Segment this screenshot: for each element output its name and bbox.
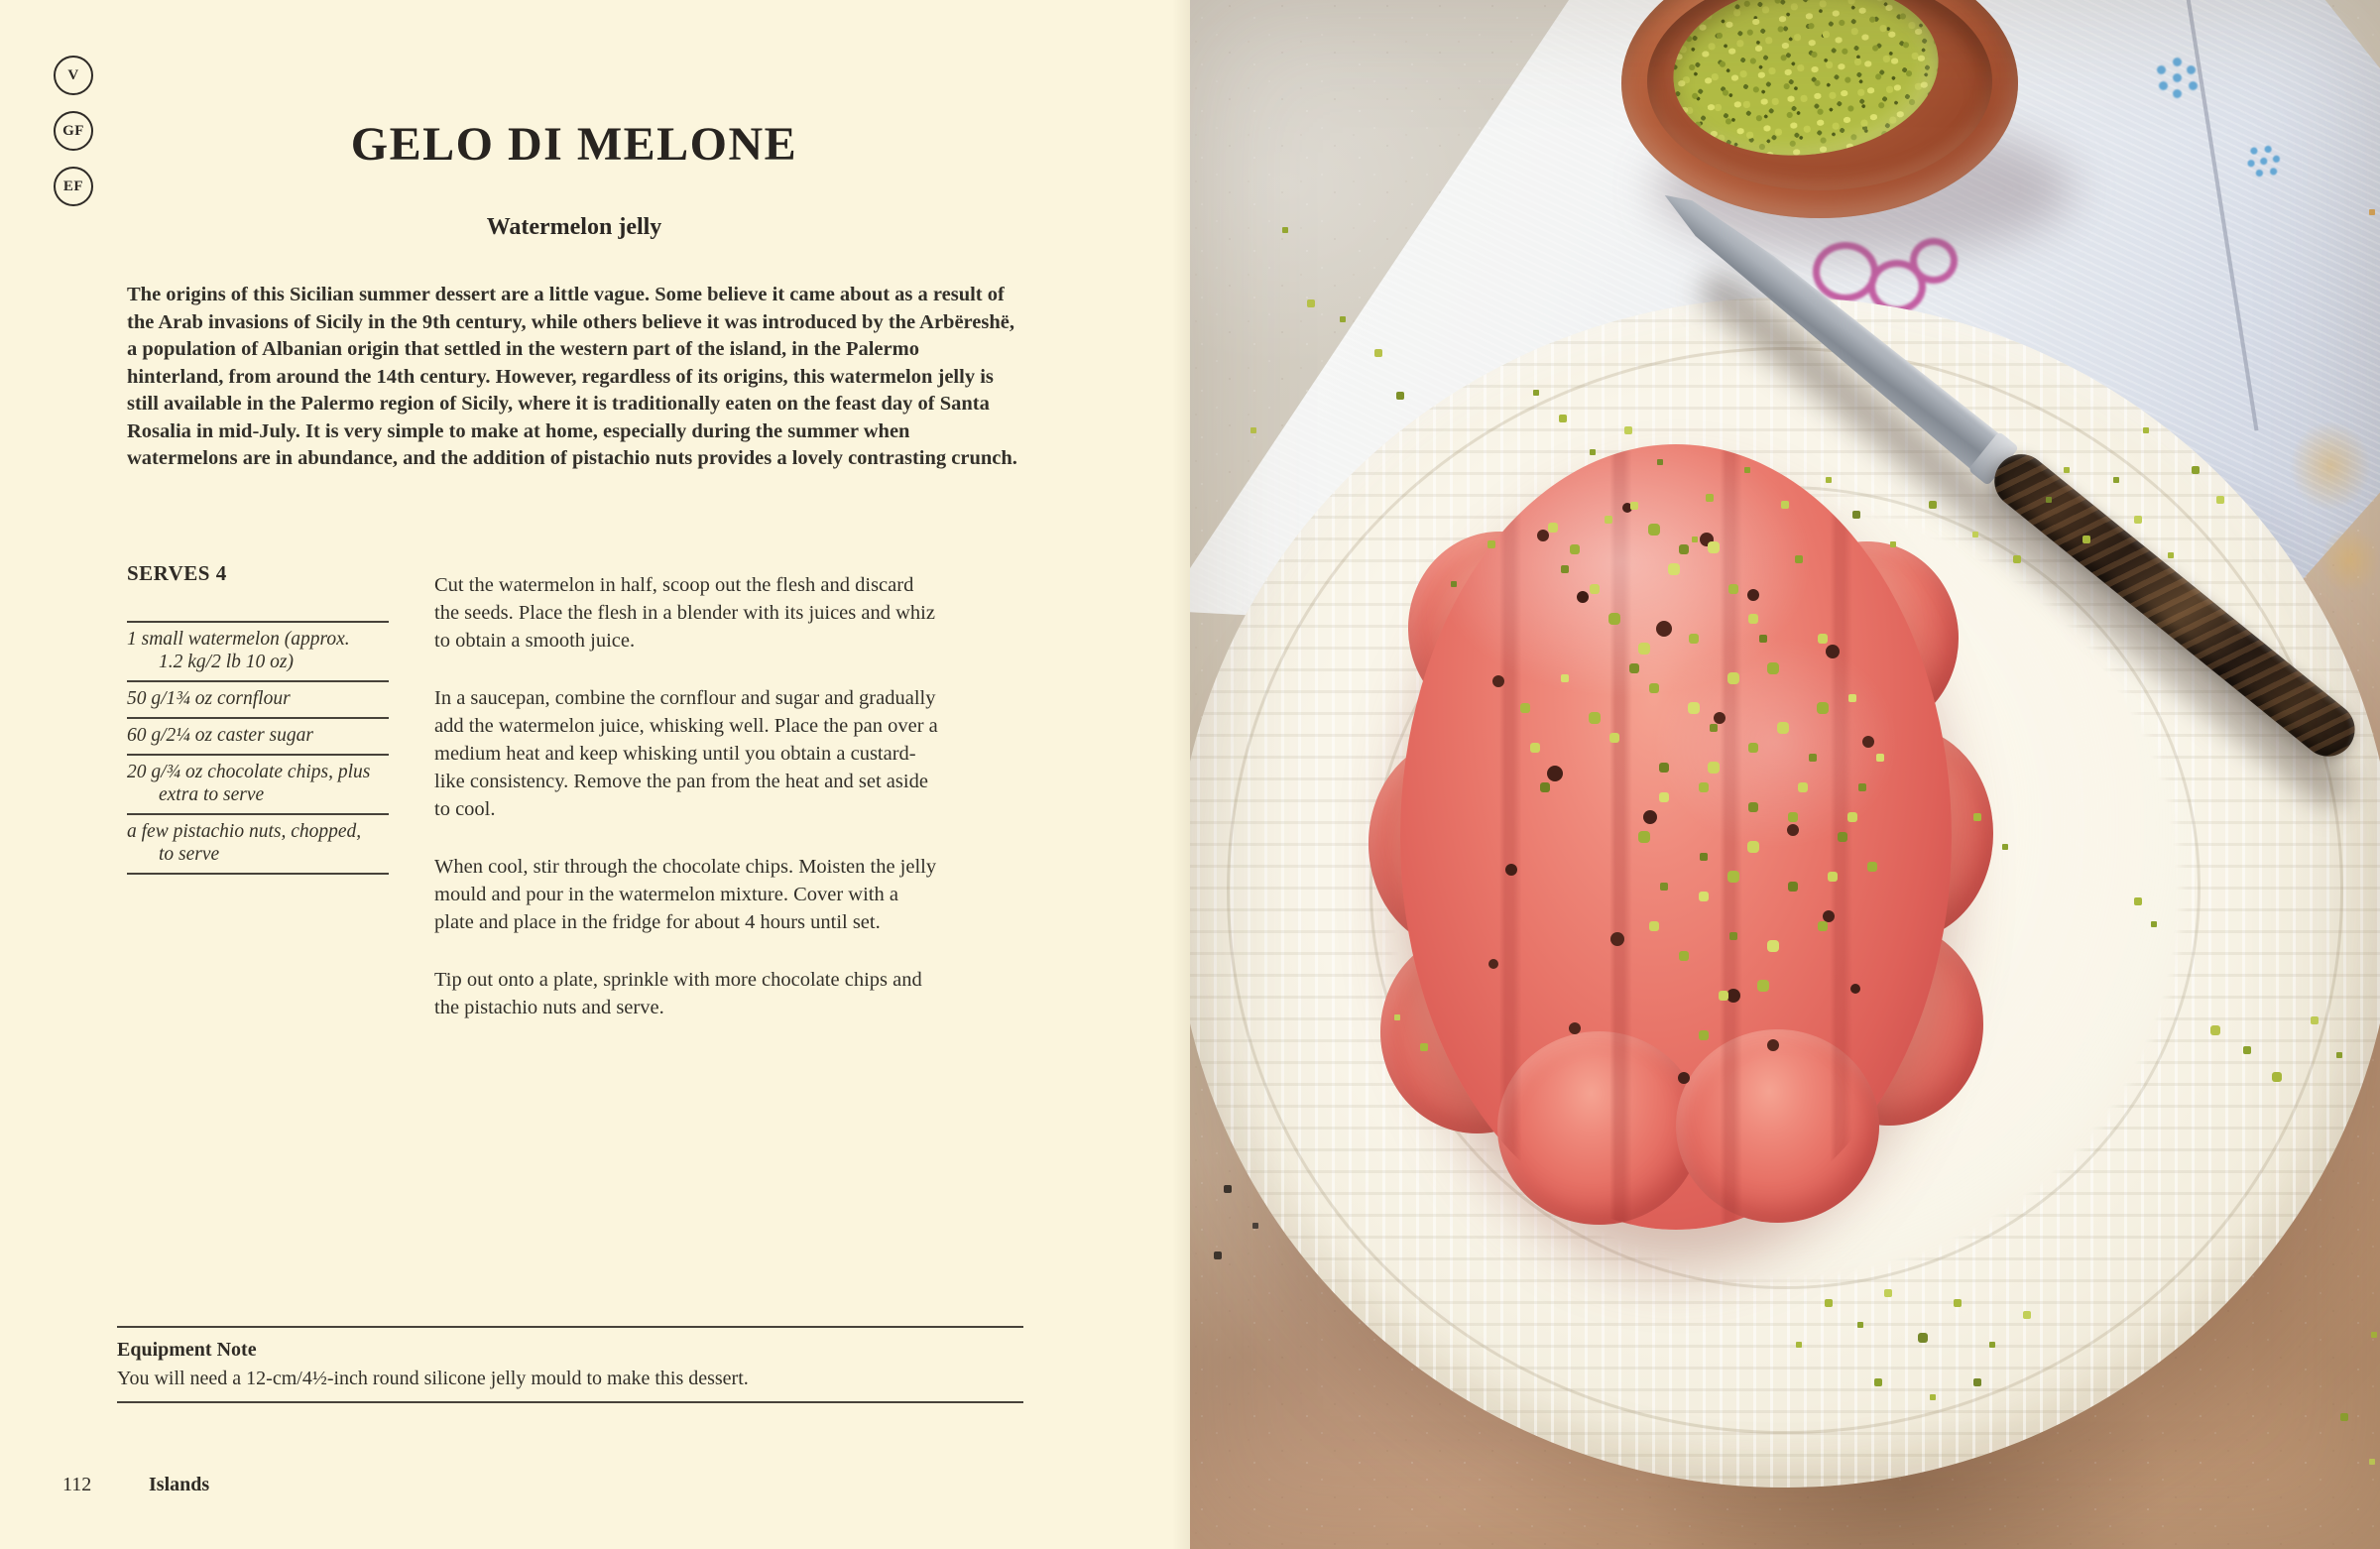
badge-gluten-free-label: GF — [62, 122, 84, 139]
method-step: When cool, stir through the chocolate chips. Moisten the jelly mould and pour in the watermelon mixture. Cover with a plate and place in the fridge for about 4 hours until set. — [434, 856, 937, 933]
ingredient-text: 60 g/2¼ oz caster sugar — [127, 725, 313, 746]
recipe-photo — [1190, 0, 2380, 1549]
photo-vignette — [1190, 0, 2380, 1549]
ingredient-text: 20 g/¾ oz chocolate chips, plus — [127, 762, 371, 782]
method-step: Tip out onto a plate, sprinkle with more chocolate chips and the pistachio nuts and serve. — [434, 969, 922, 1018]
method-step: Cut the watermelon in half, scoop out the flesh and discard the seeds. Place the flesh in a blender with its juices and whiz to obtain a smooth juice. — [434, 574, 935, 652]
equipment-note — [117, 1326, 1023, 1403]
ingredient-text: 1 small watermelon (approx. — [127, 629, 350, 650]
ingredient-text: 50 g/1¾ oz cornflour — [127, 688, 291, 709]
method-step: In a saucepan, combine the cornflour and sugar and gradually add the watermelon juice, whisking well. Place the pan over a medium heat and keep whisking until you obtain a custard-like consistency. Remove the pan from the heat and set aside to cool. — [434, 687, 938, 820]
serves-label: SERVES 4 — [127, 561, 227, 585]
recipe-subtitle: Watermelon jelly — [486, 214, 662, 240]
ingredient-text: a few pistachio nuts, chopped, — [127, 821, 362, 842]
page-number: 112 — [62, 1474, 92, 1495]
method-column — [434, 561, 938, 1051]
badge-egg-free — [54, 167, 93, 206]
recipe-intro: The origins of this Sicilian summer dessert are a little vague. Some believe it came about as a result of the Arab invasions of Sicily in the 9th century, while others believe it was introduced by the Arbëreshë, a population of Albanian origin that settled in the western part of the island, in the Palermo hinterland, from around the 14th century. However, regardless of its origins, this watermelon jelly is still available in the Palermo region of Sicily, where it is traditionally eaten on the feast day of Santa Rosalia in mid-July. It is very simple to make at home, especially during the summer when watermelons are in abundance, and the addition of pistachio nuts provides a lovely contrasting crunch. — [127, 284, 1017, 469]
equipment-note-text: You will need a 12-cm/4½-inch round silicone jelly mould to make this dessert. — [117, 1368, 749, 1389]
badge-vegetarian-label: V — [67, 66, 79, 83]
ingredient-item — [127, 680, 389, 717]
ingredient-text-cont: extra to serve — [159, 784, 265, 805]
equipment-note-heading: Equipment Note — [117, 1339, 257, 1361]
recipe-title: GELO DI MELONE — [350, 118, 798, 171]
ingredient-text-cont: to serve — [159, 844, 220, 865]
ingredient-item — [127, 754, 389, 813]
ingredients-list — [127, 621, 389, 875]
ingredient-item — [127, 621, 389, 680]
badge-gluten-free — [54, 111, 93, 151]
badge-vegetarian — [54, 56, 93, 95]
dietary-badges — [54, 56, 93, 206]
ingredient-item — [127, 717, 389, 754]
section-name: Islands — [149, 1474, 210, 1495]
ingredient-item — [127, 813, 389, 875]
ingredient-text-cont: 1.2 kg/2 lb 10 oz) — [159, 652, 294, 672]
recipe-body — [127, 561, 1021, 1018]
badge-egg-free-label: EF — [62, 178, 84, 194]
